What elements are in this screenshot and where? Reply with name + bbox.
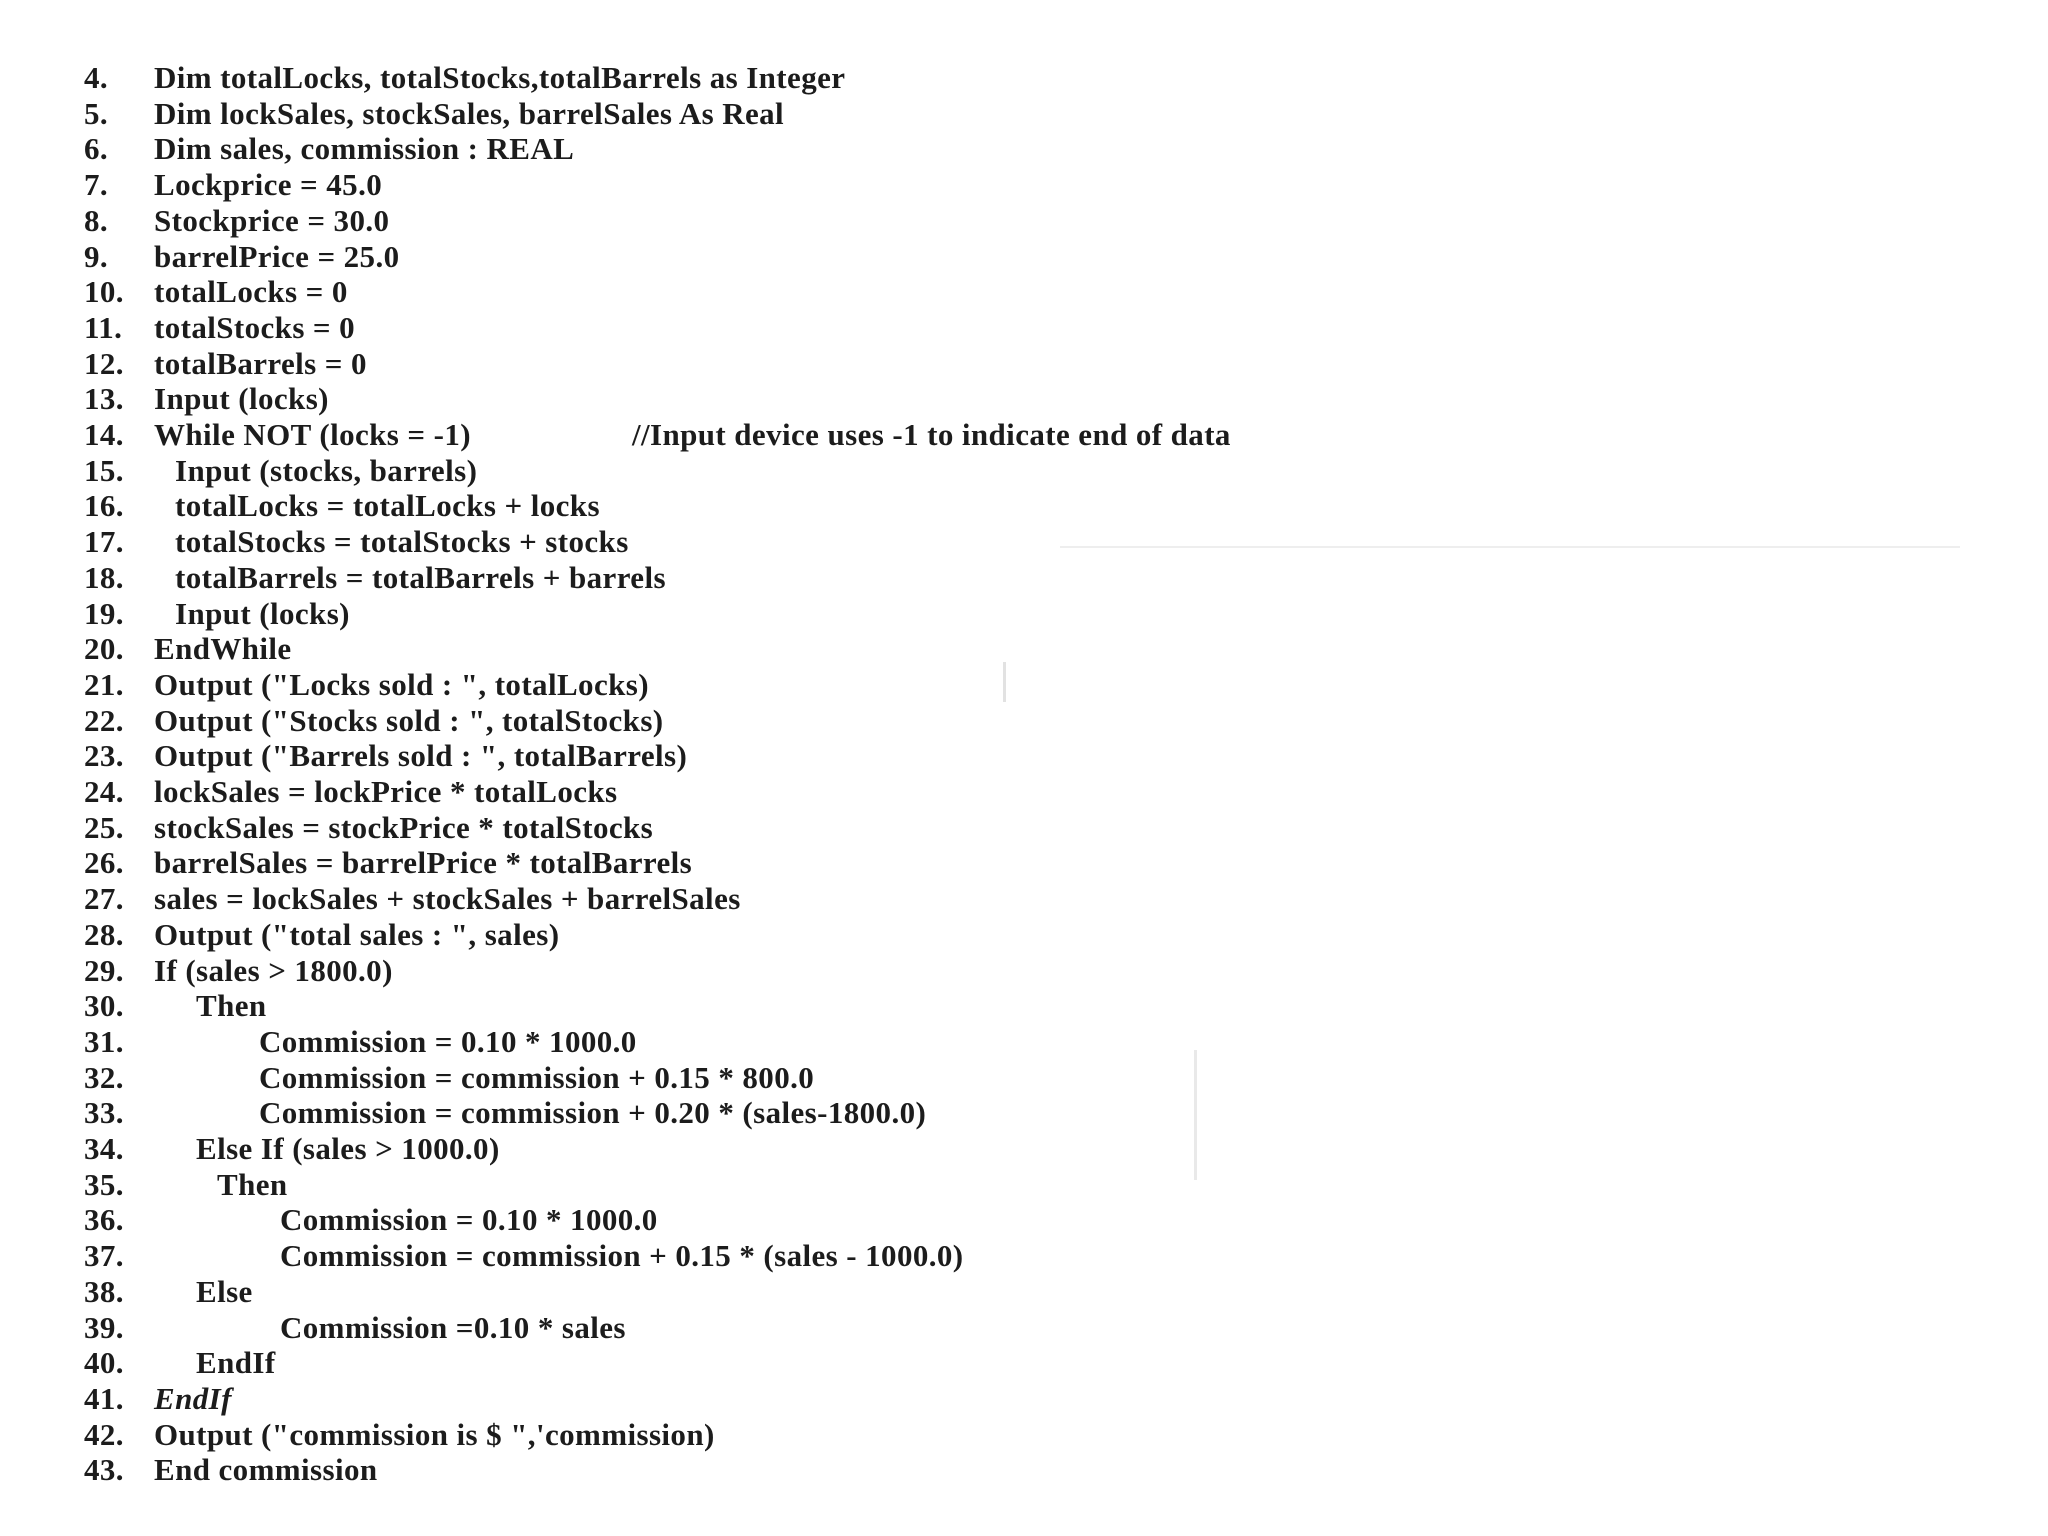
code-line [84, 1060, 814, 1096]
code-statement: totalBarrels = 0 [154, 346, 367, 381]
code-statement: If (sales > 1800.0) [154, 953, 393, 988]
line-number: 43. [84, 1452, 124, 1487]
line-number: 24. [84, 774, 124, 809]
line-number: 8. [84, 203, 109, 238]
code-statement: Input (stocks, barrels) [175, 453, 478, 488]
code-statement: Else [196, 1274, 253, 1309]
line-number: 19. [84, 596, 124, 631]
code-statement: Commission =0.10 * sales [280, 1310, 626, 1345]
line-number: 22. [84, 703, 124, 738]
code-statement: Else If (sales > 1000.0) [196, 1131, 500, 1166]
code-line [84, 1167, 288, 1203]
code-statement: Lockprice = 45.0 [154, 167, 383, 202]
line-number: 17. [84, 524, 124, 559]
code-line [84, 453, 477, 489]
code-statement: sales = lockSales + stockSales + barrelSales [154, 881, 741, 916]
code-comment: //Input device uses -1 to indicate end of data [632, 417, 1231, 452]
code-line [84, 203, 389, 239]
code-statement: totalStocks = totalStocks + stocks [175, 524, 629, 559]
code-line [84, 774, 618, 810]
code-line [84, 631, 292, 667]
code-line [84, 703, 664, 739]
code-line [84, 1024, 637, 1060]
code-statement: totalLocks = 0 [154, 274, 348, 309]
code-statement: Output ("Locks sold : ", totalLocks) [154, 667, 649, 702]
line-number: 31. [84, 1024, 124, 1059]
code-statement: totalStocks = 0 [154, 310, 356, 345]
line-number: 18. [84, 560, 124, 595]
code-line [84, 1131, 500, 1167]
code-statement: Dim totalLocks, totalStocks,totalBarrels as Integer [154, 60, 846, 95]
code-line [84, 810, 653, 846]
line-number: 30. [84, 988, 124, 1023]
line-number: 9. [84, 239, 109, 274]
line-number: 25. [84, 810, 124, 845]
line-number: 28. [84, 917, 124, 952]
code-line [84, 96, 784, 132]
code-statement: Commission = commission + 0.15 * (sales - 1000.0) [280, 1238, 964, 1273]
line-number: 6. [84, 131, 109, 166]
code-line [84, 274, 348, 310]
line-number: 7. [84, 167, 109, 202]
code-statement: Commission = commission + 0.20 * (sales-1800.0) [259, 1095, 927, 1130]
line-number: 33. [84, 1095, 124, 1130]
line-number: 21. [84, 667, 124, 702]
line-number: 14. [84, 417, 124, 452]
line-number: 4. [84, 60, 109, 95]
line-number: 38. [84, 1274, 124, 1309]
code-statement: Then [217, 1167, 288, 1202]
code-line [84, 988, 267, 1024]
line-number: 35. [84, 1167, 124, 1202]
code-line [84, 953, 393, 989]
line-number: 23. [84, 738, 124, 773]
line-number: 16. [84, 488, 124, 523]
code-line [84, 381, 329, 417]
line-number: 32. [84, 1060, 124, 1095]
line-number: 10. [84, 274, 124, 309]
line-number: 20. [84, 631, 124, 666]
code-line [84, 1274, 253, 1310]
line-number: 27. [84, 881, 124, 916]
code-statement: Output ("commission is $ ",'commission) [154, 1417, 715, 1452]
code-line [84, 1238, 964, 1274]
scan-mark [1060, 546, 1960, 548]
code-line [84, 1452, 378, 1488]
code-line [84, 131, 574, 167]
code-line [84, 1381, 232, 1417]
code-statement: Dim sales, commission : REAL [154, 131, 575, 166]
code-statement: totalBarrels = totalBarrels + barrels [175, 560, 666, 595]
code-line [84, 596, 350, 632]
code-line [84, 1310, 626, 1346]
line-number: 34. [84, 1131, 124, 1166]
code-statement: Commission = commission + 0.15 * 800.0 [259, 1060, 815, 1095]
line-number: 11. [84, 310, 123, 345]
code-statement: Output ("Stocks sold : ", totalStocks) [154, 703, 664, 738]
code-line [84, 1202, 658, 1238]
line-number: 42. [84, 1417, 124, 1452]
scan-mark [1003, 662, 1006, 702]
line-number: 5. [84, 96, 109, 131]
code-line [84, 1095, 926, 1131]
code-line [84, 167, 382, 203]
code-statement: End commission [154, 1452, 378, 1487]
line-number: 15. [84, 453, 124, 488]
code-line [84, 346, 367, 382]
code-line [84, 310, 355, 346]
code-line [84, 1417, 715, 1453]
code-statement: Input (locks) [175, 596, 350, 631]
code-line [84, 738, 687, 774]
code-line [84, 524, 629, 560]
line-number: 12. [84, 346, 124, 381]
code-line [84, 239, 400, 275]
code-statement: Output ("total sales : ", sales) [154, 917, 560, 952]
code-statement: lockSales = lockPrice * totalLocks [154, 774, 618, 809]
code-statement: barrelPrice = 25.0 [154, 239, 400, 274]
code-statement: Stockprice = 30.0 [154, 203, 390, 238]
code-statement: Dim lockSales, stockSales, barrelSales As Real [154, 96, 785, 131]
code-statement: EndIf [196, 1345, 276, 1380]
code-statement: Then [196, 988, 267, 1023]
line-number: 39. [84, 1310, 124, 1345]
code-statement: Output ("Barrels sold : ", totalBarrels) [154, 738, 688, 773]
code-statement: Commission = 0.10 * 1000.0 [280, 1202, 658, 1237]
code-line [84, 881, 741, 917]
code-statement: EndWhile [154, 631, 292, 666]
line-number: 36. [84, 1202, 124, 1237]
code-line [84, 560, 666, 596]
code-line [84, 1345, 276, 1381]
code-statement: barrelSales = barrelPrice * totalBarrels [154, 845, 693, 880]
code-line [84, 667, 649, 703]
code-statement: While NOT (locks = -1) [154, 417, 471, 452]
code-line [84, 417, 1231, 453]
code-line [84, 488, 600, 524]
code-line [84, 917, 559, 953]
line-number: 13. [84, 381, 124, 416]
code-line [84, 60, 845, 96]
code-statement: Commission = 0.10 * 1000.0 [259, 1024, 637, 1059]
line-number: 40. [84, 1345, 124, 1380]
line-number: 41. [84, 1381, 124, 1416]
code-statement: EndIf [154, 1381, 232, 1416]
code-statement: totalLocks = totalLocks + locks [175, 488, 600, 523]
line-number: 26. [84, 845, 124, 880]
line-number: 37. [84, 1238, 124, 1273]
line-number: 29. [84, 953, 124, 988]
code-line [84, 845, 692, 881]
scan-mark [1194, 1050, 1197, 1180]
code-statement: Input (locks) [154, 381, 329, 416]
code-statement: stockSales = stockPrice * totalStocks [154, 810, 654, 845]
